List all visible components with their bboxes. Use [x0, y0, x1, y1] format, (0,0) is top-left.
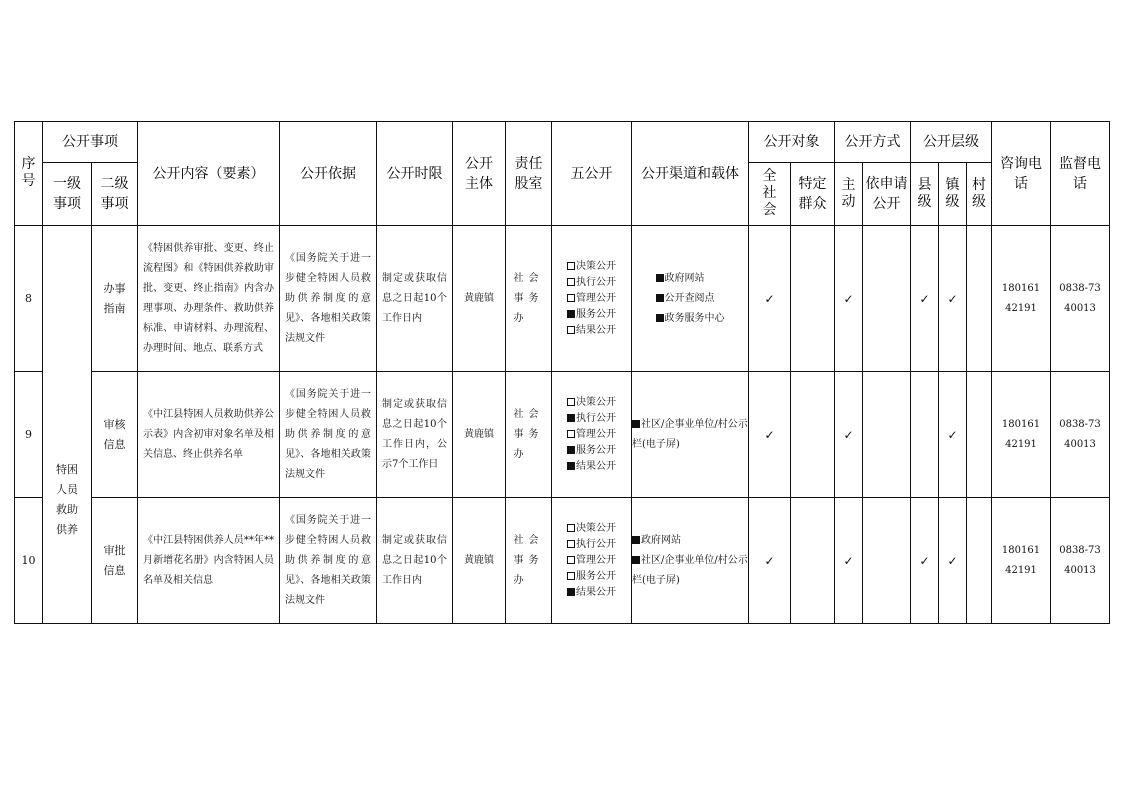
header-level-county: 县级	[911, 163, 939, 226]
check-method-active: ✓	[835, 498, 863, 624]
check-target-all: ✓	[749, 226, 791, 372]
five-publics-label: 决策公开	[576, 522, 616, 534]
five-publics-label: 服务公开	[576, 570, 616, 582]
five-publics-item	[567, 427, 616, 443]
five-publics-label: 决策公开	[576, 260, 616, 272]
checkbox-checked-icon	[567, 446, 575, 454]
header-consult: 咨询电话	[992, 122, 1051, 226]
five-publics-item	[567, 411, 616, 427]
channel-item	[656, 289, 725, 309]
five-publics-label: 执行公开	[576, 412, 616, 424]
five-publics-label: 决策公开	[576, 396, 616, 408]
channel-item	[656, 309, 725, 329]
subject: 黄鹿镇	[453, 226, 506, 372]
time-limit: 制定或获取信息之日起10个工作日内	[377, 226, 453, 372]
channel-label: 社区/企事业单位/村公示栏(电子屏)	[632, 418, 748, 450]
five-publics-label: 结果公开	[576, 324, 616, 336]
channel-list	[632, 531, 748, 591]
square-bullet-icon	[632, 556, 640, 564]
five-publics-list	[567, 395, 616, 475]
consult-phone: 18016142191	[992, 226, 1051, 372]
channel-item	[632, 415, 748, 455]
supervise-phone: 0838-7340013	[1051, 226, 1110, 372]
check-level-town: ✓	[939, 226, 967, 372]
header-method-active: 主动	[835, 163, 863, 226]
checkbox-checked-icon	[567, 310, 575, 318]
check-method-apply	[863, 226, 911, 372]
header-level2: 二级事项	[92, 163, 138, 226]
time-limit: 制定或获取信息之日起10个工作日内，公示7个工作日	[377, 372, 453, 498]
header-five: 五公开	[552, 122, 632, 226]
channels	[632, 226, 749, 372]
five-publics-item	[567, 443, 616, 459]
header-target-all: 全社会	[749, 163, 791, 226]
checkbox-empty-icon	[567, 398, 575, 406]
check-target-all: ✓	[749, 498, 791, 624]
channel-list	[656, 269, 725, 329]
channel-list	[632, 415, 748, 455]
five-publics-item	[567, 569, 616, 585]
checkbox-empty-icon	[567, 278, 575, 286]
header-subject: 公开主体	[453, 122, 506, 226]
check-level-county	[911, 372, 939, 498]
check-level-village	[967, 498, 992, 624]
header-level-town: 镇级	[939, 163, 967, 226]
check-target-specific	[791, 498, 835, 624]
channel-label: 政府网站	[664, 272, 705, 284]
header-method-group: 公开方式	[835, 122, 911, 163]
check-level-county: ✓	[911, 226, 939, 372]
disclosure-content: 《特困供养审批、变更、终止流程图》和《特困供养救助审批、变更、终止指南》内含办理事项、办理条件、救助供养标准、申请材料、办理流程、办理时间、地点、联系方式	[138, 226, 280, 372]
header-target-specific: 特定群众	[791, 163, 835, 226]
five-publics-item	[567, 307, 616, 323]
disclosure-basis: 《国务院关于进一步健全特困人员救助供养制度的意见》、各地相关政策法规文件	[280, 498, 377, 624]
check-level-village	[967, 226, 992, 372]
five-publics-item	[567, 259, 616, 275]
five-publics	[552, 498, 632, 624]
square-bullet-icon	[656, 314, 664, 322]
header-item-group: 公开事项	[43, 122, 138, 163]
time-limit: 制定或获取信息之日起10个工作日内	[377, 498, 453, 624]
disclosure-basis: 《国务院关于进一步健全特困人员救助供养制度的意见》、各地相关政策法规文件	[280, 226, 377, 372]
subject: 黄鹿镇	[453, 372, 506, 498]
square-bullet-icon	[632, 420, 640, 428]
checkbox-empty-icon	[567, 326, 575, 334]
five-publics-item	[567, 521, 616, 537]
header-seq: 序号	[15, 122, 43, 226]
channel-label: 社区/企事业单位/村公示栏(电子屏)	[632, 554, 748, 586]
five-publics	[552, 372, 632, 498]
checkbox-checked-icon	[567, 588, 575, 596]
five-publics-item	[567, 395, 616, 411]
square-bullet-icon	[656, 294, 664, 302]
header-content: 公开内容（要素）	[138, 122, 280, 226]
check-target-all: ✓	[749, 372, 791, 498]
check-level-town: ✓	[939, 498, 967, 624]
five-publics-item	[567, 585, 616, 601]
five-publics	[552, 226, 632, 372]
table-row	[15, 226, 1110, 372]
row-seq: 8	[15, 226, 43, 372]
channel-item	[632, 531, 748, 551]
five-publics-label: 管理公开	[576, 292, 616, 304]
header-target-group: 公开对象	[749, 122, 835, 163]
five-publics-label: 结果公开	[576, 586, 616, 598]
level2-item: 审核信息	[92, 372, 138, 498]
channels	[632, 372, 749, 498]
channel-label: 政府网站	[641, 534, 681, 546]
check-method-active: ✓	[835, 226, 863, 372]
consult-phone: 18016142191	[992, 372, 1051, 498]
header-basis: 公开依据	[280, 122, 377, 226]
header-level-village: 村级	[967, 163, 992, 226]
checkbox-empty-icon	[567, 294, 575, 302]
disclosure-content: 《中江县特困人员救助供养公示表》内含初审对象名单及相关信息、终止供养名单	[138, 372, 280, 498]
channel-item	[656, 269, 725, 289]
header-time-limit: 公开时限	[377, 122, 453, 226]
five-publics-item	[567, 537, 616, 553]
header-dept: 责任股室	[506, 122, 552, 226]
header-supervise: 监督电话	[1051, 122, 1110, 226]
square-bullet-icon	[632, 536, 640, 544]
five-publics-item	[567, 553, 616, 569]
five-publics-item	[567, 291, 616, 307]
level2-item: 办事指南	[92, 226, 138, 372]
five-publics-list	[567, 521, 616, 601]
five-publics-label: 服务公开	[576, 444, 616, 456]
disclosure-basis: 《国务院关于进一步健全特困人员救助供养制度的意见》、各地相关政策法规文件	[280, 372, 377, 498]
header-method-apply: 依申请公开	[863, 163, 911, 226]
disclosure-table	[14, 121, 1110, 624]
level2-item: 审批信息	[92, 498, 138, 624]
dept: 社会事务办	[506, 226, 552, 372]
header-channel: 公开渠道和载体	[632, 122, 749, 226]
checkbox-empty-icon	[567, 540, 575, 548]
table-row	[15, 372, 1110, 498]
five-publics-label: 管理公开	[576, 554, 616, 566]
check-level-town: ✓	[939, 372, 967, 498]
supervise-phone: 0838-7340013	[1051, 498, 1110, 624]
five-publics-list	[567, 259, 616, 339]
check-level-village	[967, 372, 992, 498]
five-publics-item	[567, 275, 616, 291]
five-publics-label: 执行公开	[576, 538, 616, 550]
channels	[632, 498, 749, 624]
row-seq: 9	[15, 372, 43, 498]
five-publics-label: 结果公开	[576, 460, 616, 472]
five-publics-item	[567, 459, 616, 475]
five-publics-label: 管理公开	[576, 428, 616, 440]
check-level-county: ✓	[911, 498, 939, 624]
checkbox-empty-icon	[567, 556, 575, 564]
five-publics-item	[567, 323, 616, 339]
header-level-group: 公开层级	[911, 122, 992, 163]
supervise-phone: 0838-7340013	[1051, 372, 1110, 498]
checkbox-empty-icon	[567, 262, 575, 270]
checkbox-empty-icon	[567, 572, 575, 580]
header-level1: 一级事项	[43, 163, 92, 226]
check-method-apply	[863, 372, 911, 498]
five-publics-label: 执行公开	[576, 276, 616, 288]
dept: 社会事务办	[506, 372, 552, 498]
dept: 社会事务办	[506, 498, 552, 624]
table-row	[15, 498, 1110, 624]
check-target-specific	[791, 226, 835, 372]
channel-item	[632, 551, 748, 591]
subject: 黄鹿镇	[453, 498, 506, 624]
five-publics-label: 服务公开	[576, 308, 616, 320]
channel-label: 政务服务中心	[664, 312, 725, 324]
level1-item: 特困人员救助供养	[43, 226, 92, 624]
consult-phone: 18016142191	[992, 498, 1051, 624]
checkbox-empty-icon	[567, 430, 575, 438]
check-method-active: ✓	[835, 372, 863, 498]
checkbox-empty-icon	[567, 524, 575, 532]
channel-label: 公开查阅点	[664, 292, 715, 304]
square-bullet-icon	[656, 274, 664, 282]
check-target-specific	[791, 372, 835, 498]
checkbox-checked-icon	[567, 414, 575, 422]
check-method-apply	[863, 498, 911, 624]
row-seq: 10	[15, 498, 43, 624]
disclosure-content: 《中江县特困供养人员**年**月新增花名册》内含特困人员名单及相关信息	[138, 498, 280, 624]
checkbox-checked-icon	[567, 462, 575, 470]
